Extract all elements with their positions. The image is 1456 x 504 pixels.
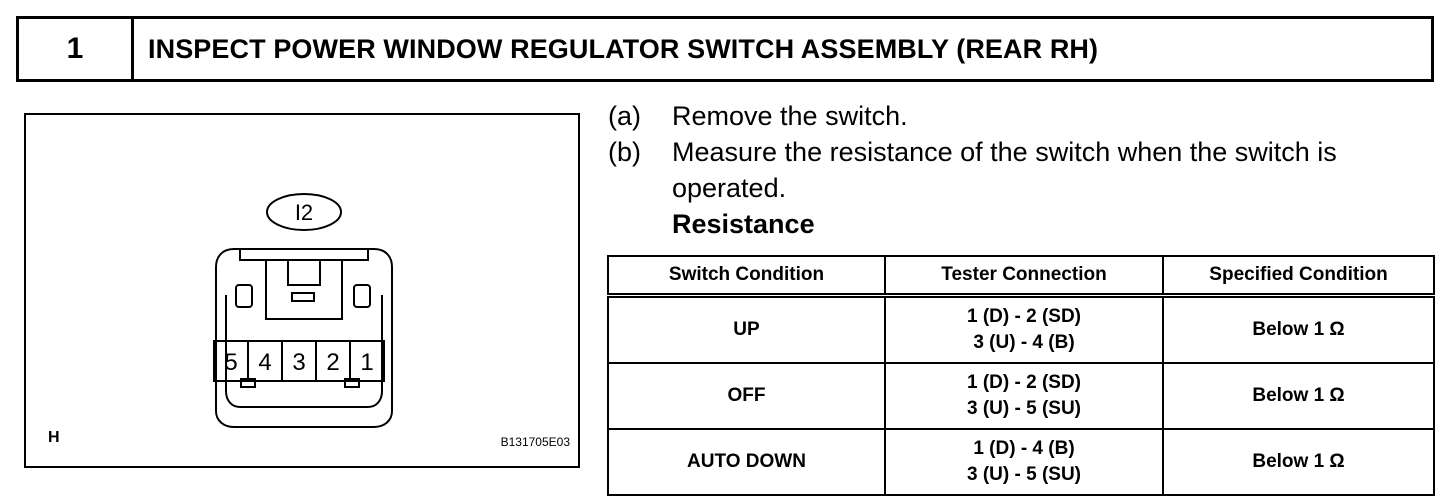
col-header-switch-condition: Switch Condition <box>608 256 885 296</box>
pin-2: 2 <box>326 349 340 376</box>
connection-line: 3 (U) - 5 (SU) <box>967 464 1081 485</box>
cell-condition: UP <box>608 296 885 364</box>
connector-lock-left <box>236 285 252 307</box>
connection-line: 3 (U) - 4 (B) <box>973 332 1075 353</box>
connector-latch <box>266 260 342 319</box>
step-a-text: Remove the switch. <box>672 101 908 131</box>
pin-3: 3 <box>292 349 306 376</box>
connector-top-notch <box>240 249 368 260</box>
connector-figure <box>24 113 580 468</box>
cell-connection <box>885 429 1163 495</box>
cell-spec: Below 1 Ω <box>1163 363 1434 429</box>
cell-connection <box>885 296 1163 364</box>
pin-1: 1 <box>360 349 374 376</box>
step-b-letter: (b) <box>608 137 641 167</box>
pin-5: 5 <box>224 349 238 376</box>
cell-condition: OFF <box>608 363 885 429</box>
step-b <box>608 134 1438 206</box>
connection-line: 3 (U) - 5 (SU) <box>967 398 1081 419</box>
step-a <box>608 98 1438 134</box>
connector-housing <box>216 249 392 427</box>
cell-spec: Below 1 Ω <box>1163 296 1434 364</box>
cell-condition: AUTO DOWN <box>608 429 885 495</box>
pin-4: 4 <box>258 349 272 376</box>
connector-label: I2 <box>294 200 314 225</box>
step-number: 1 <box>19 19 134 79</box>
col-header-specified-condition: Specified Condition <box>1163 256 1434 296</box>
cell-connection <box>885 363 1163 429</box>
connection-line: 1 (D) - 2 (SD) <box>967 306 1081 327</box>
resistance-table <box>607 255 1435 496</box>
connector-diagram <box>26 115 582 470</box>
figure-code: B131705E03 <box>500 435 570 449</box>
resistance-heading: Resistance <box>672 209 815 239</box>
cell-spec: Below 1 Ω <box>1163 429 1434 495</box>
step-a-letter: (a) <box>608 101 641 131</box>
connection-line: 1 (D) - 4 (B) <box>973 438 1075 459</box>
step-b-text: Measure the resistance of the switch when the switch is operated. <box>672 137 1337 203</box>
instructions <box>608 98 1438 242</box>
table-row <box>608 296 1434 364</box>
table-header-row <box>608 256 1434 296</box>
col-header-tester-connection: Tester Connection <box>885 256 1163 296</box>
view-letter: H <box>48 429 60 446</box>
table-row <box>608 429 1434 495</box>
step-title: INSPECT POWER WINDOW REGULATOR SWITCH ASSEMBLY (REAR RH) <box>148 33 1099 64</box>
connection-line: 1 (D) - 2 (SD) <box>967 372 1081 393</box>
table-row <box>608 363 1434 429</box>
step-header <box>16 16 1434 82</box>
connector-lock-right <box>354 285 370 307</box>
